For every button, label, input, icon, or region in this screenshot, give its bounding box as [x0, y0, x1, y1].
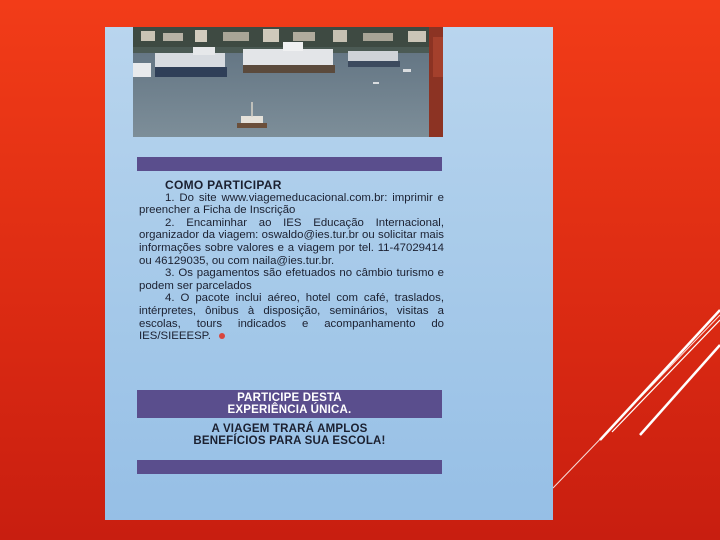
bottom-band [137, 460, 442, 474]
top-band [137, 157, 442, 171]
benefits-text [137, 423, 442, 447]
participation-section [139, 179, 444, 343]
benefits-line-1: A VIAGEM TRARÁ AMPLOS [211, 423, 368, 435]
flyer-card [105, 27, 553, 520]
list-item: 1. Do site www.viagemeducacional.com.br: imprimir e preencher a Ficha de Inscrição [139, 191, 444, 217]
harbor-photo [133, 27, 443, 137]
list-item: 2. Encaminhar ao IES Educação Internacional, organizador da viagem: oswaldo@ies.tur.br ou solicitar mais informações sobre valores e a viagem por tel. 11-47029414 ou 46129035, ou com naila@ies.tur.br. [139, 216, 444, 267]
list-item-text: 4. O pacote inclui aéreo, hotel com café, traslados, intérpretes, ônibus à disposição, seminários, visitas a escolas, tours indicados e acompanhamento do IES/SIEEESP. [139, 292, 444, 343]
cta-line-2: EXPERIÊNCIA ÚNICA. [227, 404, 352, 416]
cta-banner [137, 390, 442, 418]
bullet-dot-icon [219, 333, 225, 339]
list-item [139, 292, 444, 342]
benefits-line-2: BENEFÍCIOS PARA SUA ESCOLA! [193, 435, 386, 447]
list-item: 3. Os pagamentos são efetuados no câmbio turismo e podem ser parcelados [139, 267, 444, 292]
cta-line-1: PARTICIPE DESTA [237, 392, 342, 404]
section-heading: COMO PARTICIPAR [165, 178, 282, 192]
